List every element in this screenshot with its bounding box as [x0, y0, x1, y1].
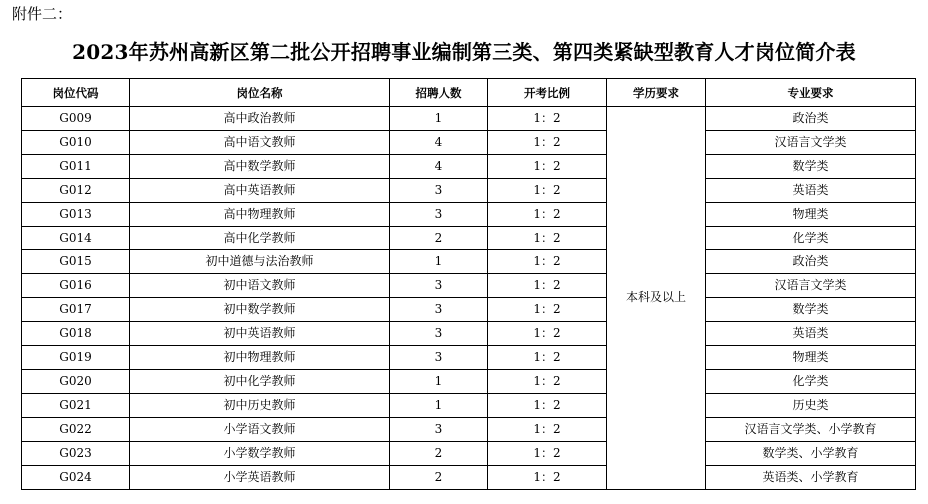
table-row	[22, 154, 916, 178]
cell-position-code: G018	[22, 322, 130, 346]
cell-exam-ratio: 1：2	[488, 465, 607, 489]
cell-exam-ratio: 1：2	[488, 417, 607, 441]
cell-position-name: 高中化学教师	[130, 226, 390, 250]
cell-major-requirement: 化学类	[706, 369, 916, 393]
cell-hire-count: 3	[390, 322, 488, 346]
cell-major-requirement: 物理类	[706, 346, 916, 370]
cell-position-name: 初中化学教师	[130, 369, 390, 393]
cell-hire-count: 4	[390, 154, 488, 178]
cell-hire-count: 2	[390, 226, 488, 250]
table-row	[22, 226, 916, 250]
cell-major-requirement: 数学类	[706, 298, 916, 322]
cell-exam-ratio: 1：2	[488, 274, 607, 298]
cell-exam-ratio: 1：2	[488, 178, 607, 202]
table-row	[22, 417, 916, 441]
cell-major-requirement: 政治类	[706, 107, 916, 131]
cell-position-name: 初中历史教师	[130, 393, 390, 417]
cell-position-name: 高中语文教师	[130, 130, 390, 154]
cell-position-name: 高中物理教师	[130, 202, 390, 226]
cell-hire-count: 2	[390, 465, 488, 489]
cell-exam-ratio: 1：2	[488, 298, 607, 322]
table-row	[22, 202, 916, 226]
cell-education-requirement: 本科及以上	[607, 107, 706, 490]
table-row	[22, 322, 916, 346]
cell-major-requirement: 英语类、小学教育	[706, 465, 916, 489]
table-row	[22, 441, 916, 465]
cell-major-requirement: 数学类	[706, 154, 916, 178]
cell-position-code: G016	[22, 274, 130, 298]
cell-exam-ratio: 1：2	[488, 226, 607, 250]
cell-hire-count: 3	[390, 298, 488, 322]
table-row	[22, 107, 916, 131]
cell-position-code: G021	[22, 393, 130, 417]
cell-exam-ratio: 1：2	[488, 107, 607, 131]
cell-exam-ratio: 1：2	[488, 130, 607, 154]
cell-position-code: G017	[22, 298, 130, 322]
cell-position-code: G020	[22, 369, 130, 393]
cell-hire-count: 3	[390, 274, 488, 298]
cell-exam-ratio: 1：2	[488, 250, 607, 274]
attachment-label: 附件二：	[12, 5, 73, 23]
cell-hire-count: 1	[390, 107, 488, 131]
cell-major-requirement: 化学类	[706, 226, 916, 250]
header-education: 学历要求	[607, 79, 706, 107]
cell-exam-ratio: 1：2	[488, 441, 607, 465]
cell-position-name: 初中英语教师	[130, 322, 390, 346]
cell-position-code: G024	[22, 465, 130, 489]
cell-position-name: 高中政治教师	[130, 107, 390, 131]
document-title: 2023年苏州高新区第二批公开招聘事业编制第三类、第四类紧缺型教育人才岗位简介表	[72, 40, 856, 64]
table-body	[22, 107, 916, 490]
cell-major-requirement: 政治类	[706, 250, 916, 274]
cell-major-requirement: 汉语言文学类	[706, 130, 916, 154]
table-row	[22, 178, 916, 202]
cell-hire-count: 3	[390, 178, 488, 202]
cell-major-requirement: 数学类、小学教育	[706, 441, 916, 465]
cell-major-requirement: 汉语言文学类、小学教育	[706, 417, 916, 441]
table-header	[22, 79, 916, 107]
header-position-name: 岗位名称	[130, 79, 390, 107]
cell-position-code: G014	[22, 226, 130, 250]
table-row	[22, 369, 916, 393]
header-major: 专业要求	[706, 79, 916, 107]
cell-hire-count: 3	[390, 202, 488, 226]
cell-position-name: 初中数学教师	[130, 298, 390, 322]
cell-position-code: G009	[22, 107, 130, 131]
cell-position-code: G019	[22, 346, 130, 370]
header-row	[22, 79, 916, 107]
cell-hire-count: 4	[390, 130, 488, 154]
cell-hire-count: 2	[390, 441, 488, 465]
cell-major-requirement: 英语类	[706, 178, 916, 202]
table-row	[22, 274, 916, 298]
header-position-code: 岗位代码	[22, 79, 130, 107]
cell-hire-count: 3	[390, 417, 488, 441]
cell-position-code: G010	[22, 130, 130, 154]
cell-position-code: G013	[22, 202, 130, 226]
table-row	[22, 298, 916, 322]
cell-hire-count: 1	[390, 250, 488, 274]
table-row	[22, 346, 916, 370]
cell-position-code: G022	[22, 417, 130, 441]
cell-exam-ratio: 1：2	[488, 369, 607, 393]
cell-position-name: 小学英语教师	[130, 465, 390, 489]
cell-hire-count: 1	[390, 369, 488, 393]
cell-position-name: 初中语文教师	[130, 274, 390, 298]
table-row	[22, 465, 916, 489]
cell-hire-count: 1	[390, 393, 488, 417]
cell-major-requirement: 英语类	[706, 322, 916, 346]
header-exam-ratio: 开考比例	[488, 79, 607, 107]
cell-position-name: 初中物理教师	[130, 346, 390, 370]
header-hire-count: 招聘人数	[390, 79, 488, 107]
cell-exam-ratio: 1：2	[488, 154, 607, 178]
cell-position-name: 高中英语教师	[130, 178, 390, 202]
cell-position-code: G015	[22, 250, 130, 274]
table-row	[22, 393, 916, 417]
cell-hire-count: 3	[390, 346, 488, 370]
cell-major-requirement: 历史类	[706, 393, 916, 417]
cell-position-name: 初中道德与法治教师	[130, 250, 390, 274]
cell-exam-ratio: 1：2	[488, 393, 607, 417]
cell-position-name: 小学语文教师	[130, 417, 390, 441]
cell-exam-ratio: 1：2	[488, 322, 607, 346]
cell-position-name: 小学数学教师	[130, 441, 390, 465]
cell-major-requirement: 物理类	[706, 202, 916, 226]
cell-position-code: G023	[22, 441, 130, 465]
table-row	[22, 250, 916, 274]
cell-position-code: G011	[22, 154, 130, 178]
cell-major-requirement: 汉语言文学类	[706, 274, 916, 298]
cell-exam-ratio: 1：2	[488, 202, 607, 226]
cell-exam-ratio: 1：2	[488, 346, 607, 370]
cell-position-name: 高中数学教师	[130, 154, 390, 178]
table-row	[22, 130, 916, 154]
cell-position-code: G012	[22, 178, 130, 202]
positions-table	[21, 78, 916, 490]
